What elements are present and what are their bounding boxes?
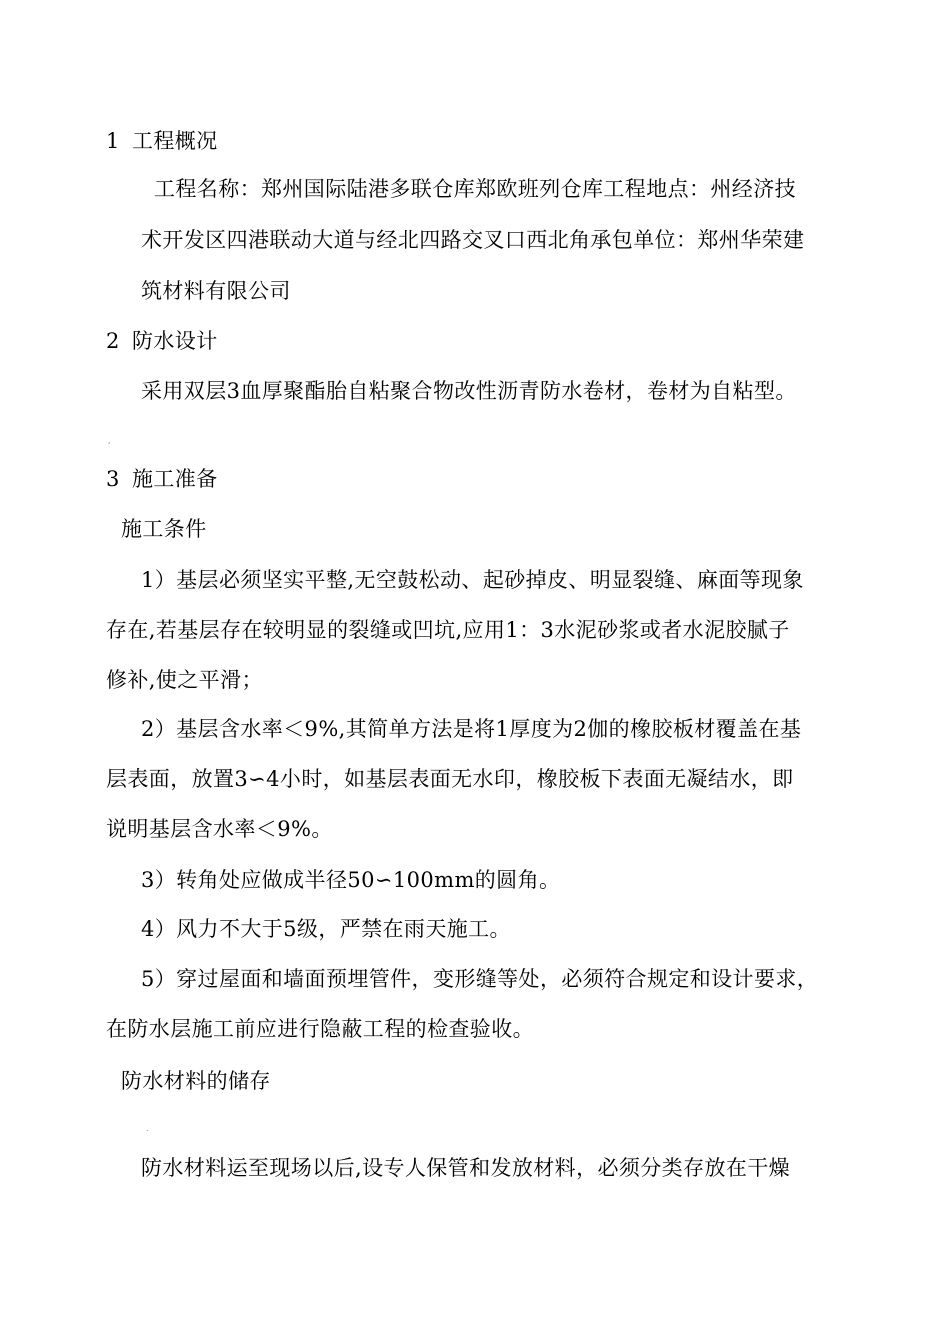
list-item-line: 说明基层含水率＜9%。 bbox=[106, 817, 333, 841]
stray-mark: , bbox=[108, 436, 111, 445]
section-3-heading bbox=[106, 466, 218, 492]
section-number: 3 bbox=[106, 467, 120, 491]
list-item-line: 1）基层必须坚实平整,无空鼓松动、起砂掉皮、明显裂缝、麻面等现象 bbox=[141, 568, 804, 592]
paragraph-line: 防水材料运至现场以后,设专人保管和发放材料，必须分类存放在干燥 bbox=[141, 1156, 791, 1180]
list-item-line: 2）基层含水率＜9%,其简单方法是将1厚度为2伽的橡胶板材覆盖在基 bbox=[141, 717, 802, 741]
list-item-line: 4）风力不大于5级，严禁在雨天施工。 bbox=[141, 917, 511, 941]
list-item-line: 修补,使之平滑； bbox=[106, 668, 263, 692]
section-2-heading bbox=[106, 328, 218, 354]
section-1-heading bbox=[106, 128, 218, 154]
list-item-line: 5）穿过屋面和墙面预埋管件，变形缝等处，必须符合规定和设计要求， bbox=[141, 967, 819, 991]
paragraph-line: 采用双层3血厚聚酯胎自粘聚合物改性沥青防水卷材，卷材为自粘型。 bbox=[141, 379, 797, 403]
paragraph-line: 工程名称：郑州国际陆港多联仓库郑欧班列仓库工程地点：州经济技 bbox=[154, 177, 796, 201]
section-number: 2 bbox=[106, 329, 120, 353]
section-title: 工程概况 bbox=[132, 129, 218, 153]
subsection-title: 防水材料的储存 bbox=[121, 1069, 271, 1093]
list-item-line: 层表面，放置3∽4小时，如基层表面无水印，橡胶板下表面无凝结水，即 bbox=[106, 767, 794, 791]
list-item-line: 3）转角处应做成半径50∽100mm的圆角。 bbox=[141, 868, 561, 892]
stray-mark: . bbox=[146, 1124, 149, 1133]
section-title: 施工准备 bbox=[132, 467, 218, 491]
subsection-title: 施工条件 bbox=[121, 517, 207, 541]
section-title: 防水设计 bbox=[132, 329, 218, 353]
list-item-line: 在防水层施工前应进行隐蔽工程的检查验收。 bbox=[106, 1017, 534, 1041]
list-item-line: 存在,若基层存在较明显的裂缝或凹坑,应用1：3水泥砂浆或者水泥胶腻子 bbox=[106, 618, 790, 642]
section-number: 1 bbox=[106, 129, 120, 153]
paragraph-line: 术开发区四港联动大道与经北四路交叉口西北角承包单位：郑州华荣建 bbox=[141, 228, 805, 252]
paragraph-line: 筑材料有限公司 bbox=[141, 279, 291, 303]
